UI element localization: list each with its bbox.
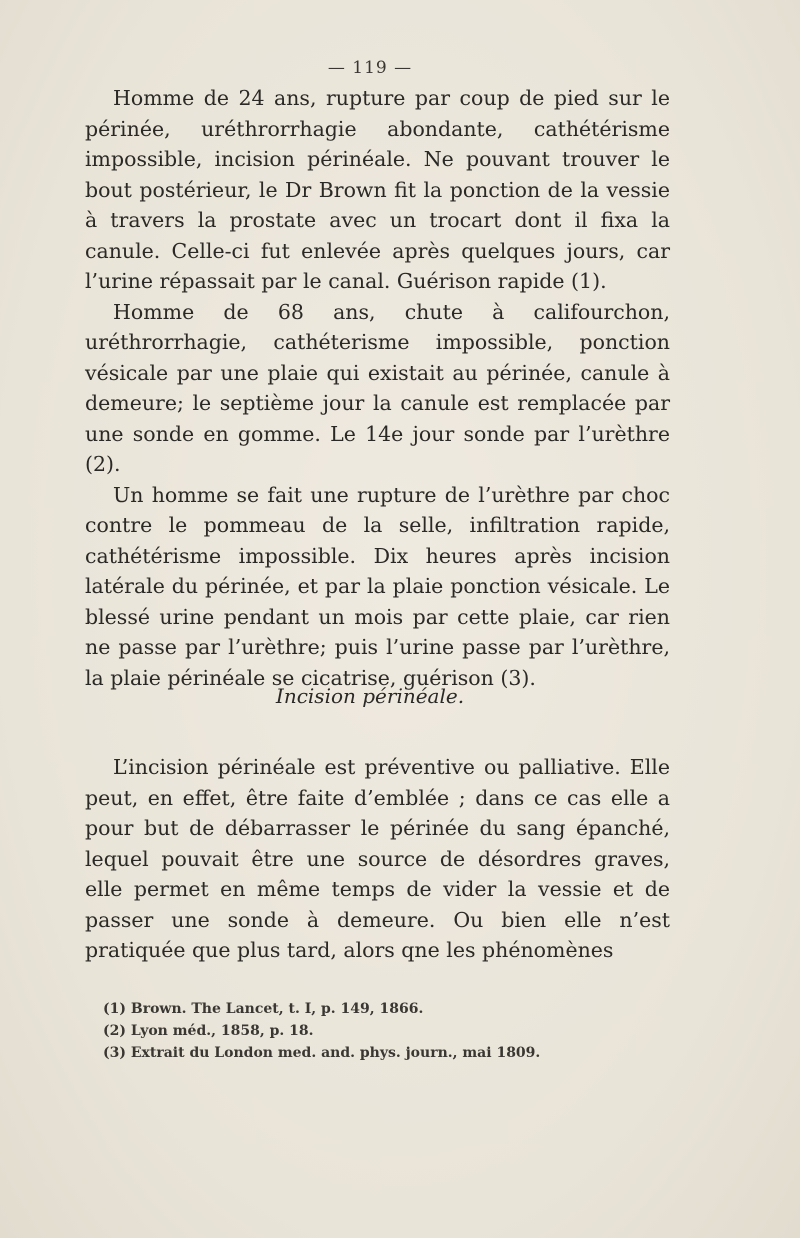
footnote-2: (2) Lyon méd., 1858, p. 18. xyxy=(103,1023,314,1039)
footnote-1: (1) Brown. The Lancet, t. I, p. 149, 1866. xyxy=(103,1001,424,1017)
footnote-3: (3) Extrait du London med. and. phys. journ., mai 1809. xyxy=(103,1045,541,1061)
page-number: — 119 — xyxy=(327,58,413,78)
footnotes xyxy=(103,998,663,1064)
body-text-top xyxy=(85,83,670,693)
paragraph-case-3: Un homme se fait une rupture de l’urèthre par choc contre le pommeau de la selle, infiltration rapide, cathétérisme impossible. Dix heures après incision latérale du périnée, et par la plaie ponction vésicale. Le blessé urine pendant un mois par cette plaie, car rien ne passe par l’urèthre; puis l’urine passe par l’urèthre, la plaie périnéale se cicatrise, guérison (3). xyxy=(85,482,670,690)
paragraph-incision: L’incision périnéale est préventive ou palliative. Elle peut, en effet, être faite d’emblée ; dans ce cas elle a pour but de débarrasser le périnée du sang épanché, lequel pouvait être une source de désordres graves, elle permet en même temps de vider la vessie et de passer une sonde à demeure. Ou bien elle n’est pratiquée que plus tard, alors qne les phénomènes xyxy=(85,755,670,962)
body-text-bottom xyxy=(85,752,670,966)
paragraph-case-2: Homme de 68 ans, chute à califourchon, uréthrorrhagie, cathéterisme impossible, ponction vésicale par une plaie qui existait au périnée, canule à demeure; le septième jour la canule est remplacée par une sonde en gomme. Le 14e jour sonde par l’urèthre (2). xyxy=(85,299,670,476)
paragraph-case-1: Homme de 24 ans, rupture par coup de pied sur le périnée, uréthrorrhagie abondante, cathétérisme impossible, incision périnéale. Ne pouvant trouver le bout postérieur, le Dr Brown fit la ponction de la vessie à travers la prostate avec un trocart dont il fixa la canule. Celle-ci fut enlevée après quelques jours, car l’urine répassait par le canal. Guérison rapide (1). xyxy=(85,86,670,293)
section-title: Incision périnéale. xyxy=(275,684,465,708)
